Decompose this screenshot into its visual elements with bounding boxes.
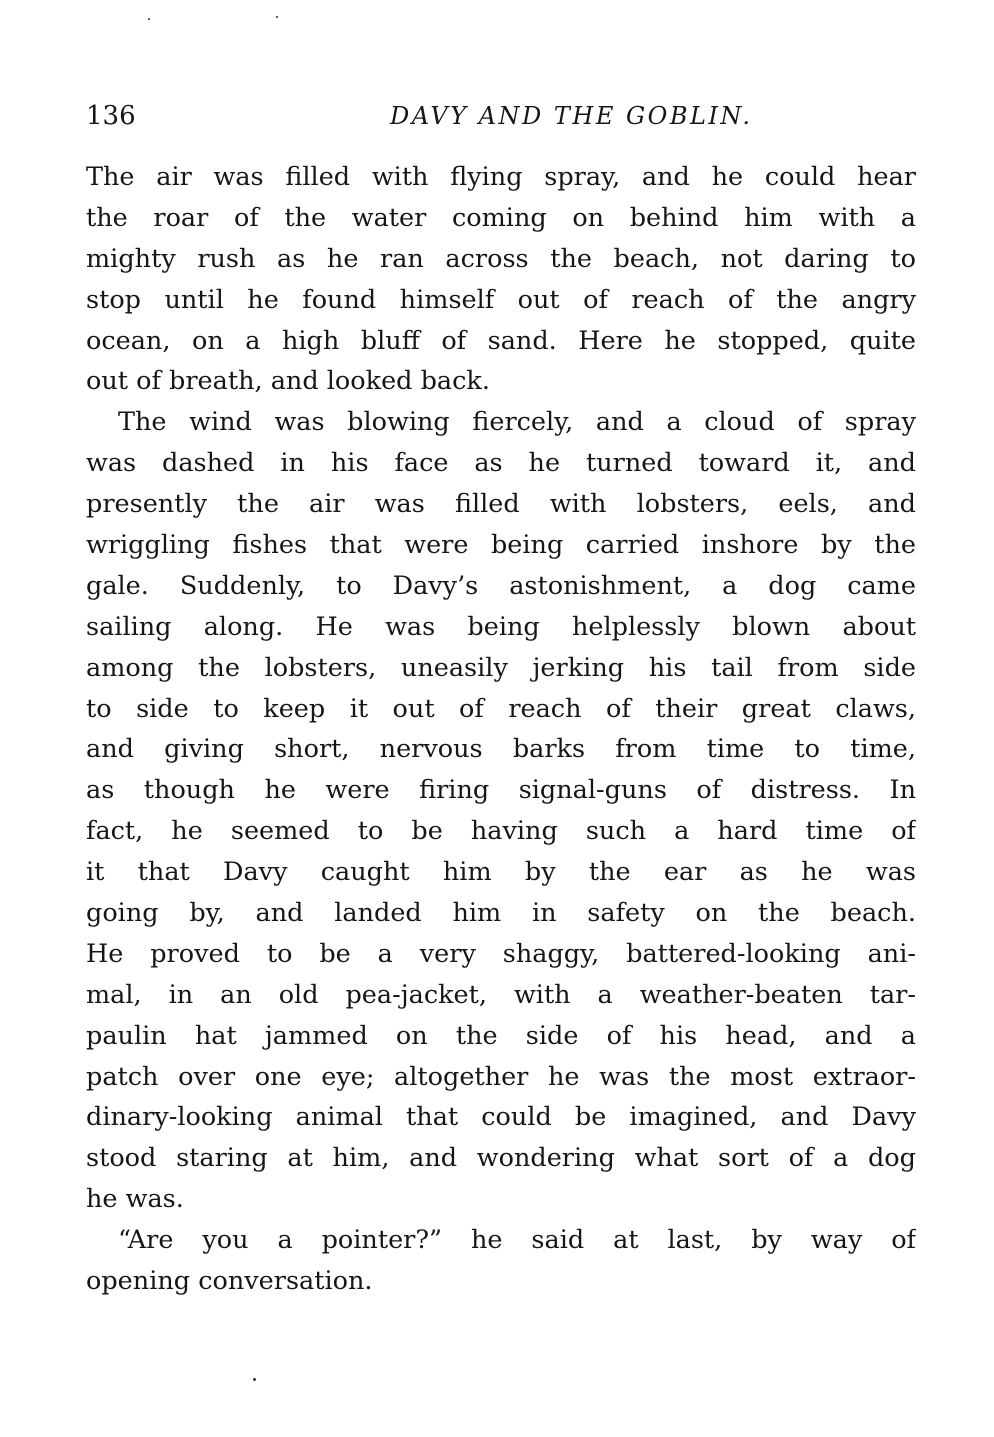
text-line: it that Davy caught him by the ear as he was xyxy=(86,857,916,888)
text-line: The wind was blowing fiercely, and a cloud of spray xyxy=(118,407,916,438)
text-line: to side to keep it out of reach of their great claws, xyxy=(86,693,916,724)
body-text xyxy=(86,157,916,1302)
running-title: DAVY AND THE GOBLIN. xyxy=(390,102,753,130)
running-header xyxy=(86,98,916,134)
page-number: 136 xyxy=(86,101,136,131)
text-line: “Are you a pointer?” he said at last, by way of xyxy=(118,1225,916,1256)
text-line: paulin hat jammed on the side of his head, and a xyxy=(86,1020,916,1051)
text-line: The air was filled with flying spray, and he could hear xyxy=(86,162,916,192)
text-line: and giving short, nervous barks from time to time, xyxy=(86,734,916,765)
text-line: among the lobsters, uneasily jerking his tail from side xyxy=(86,652,916,683)
text-line: the roar of the water coming on behind him with a xyxy=(86,202,916,233)
text-line: patch over one eye; altogether he was the most extraor- xyxy=(86,1061,916,1092)
text-line: mal, in an old pea-jacket, with a weather-beaten tar- xyxy=(86,979,916,1010)
text-line: as though he were firing signal-guns of distress. In xyxy=(86,775,916,806)
text-line: presently the air was filled with lobsters, eels, and xyxy=(86,489,916,520)
print-speck xyxy=(148,18,150,20)
text-line: He proved to be a very shaggy, battered-looking ani- xyxy=(86,938,916,969)
text-line: fact, he seemed to be having such a hard time of xyxy=(86,816,916,847)
text-line: he was. xyxy=(86,1184,184,1215)
text-line: was dashed in his face as he turned toward it, and xyxy=(86,448,916,479)
text-line: stood staring at him, and wondering what sort of a dog xyxy=(86,1143,916,1174)
text-line: ocean, on a high bluff of sand. Here he stopped, quite xyxy=(86,325,916,356)
text-line: gale. Suddenly, to Davy’s astonishment, a dog came xyxy=(86,570,916,601)
text-line: dinary-looking animal that could be imagined, and Davy xyxy=(86,1102,916,1133)
text-line: sailing along. He was being helplessly blown about xyxy=(86,611,916,642)
text-line: stop until he found himself out of reach of the angry xyxy=(86,284,916,315)
print-speck xyxy=(253,1378,256,1381)
print-speck xyxy=(276,16,278,18)
text-line: mighty rush as he ran across the beach, not daring to xyxy=(86,243,916,274)
text-line: opening conversation. xyxy=(86,1266,373,1297)
text-line: wriggling fishes that were being carried inshore by the xyxy=(86,530,916,561)
text-line: out of breath, and looked back. xyxy=(86,366,490,397)
text-line: going by, and landed him in safety on the beach. xyxy=(86,898,916,929)
